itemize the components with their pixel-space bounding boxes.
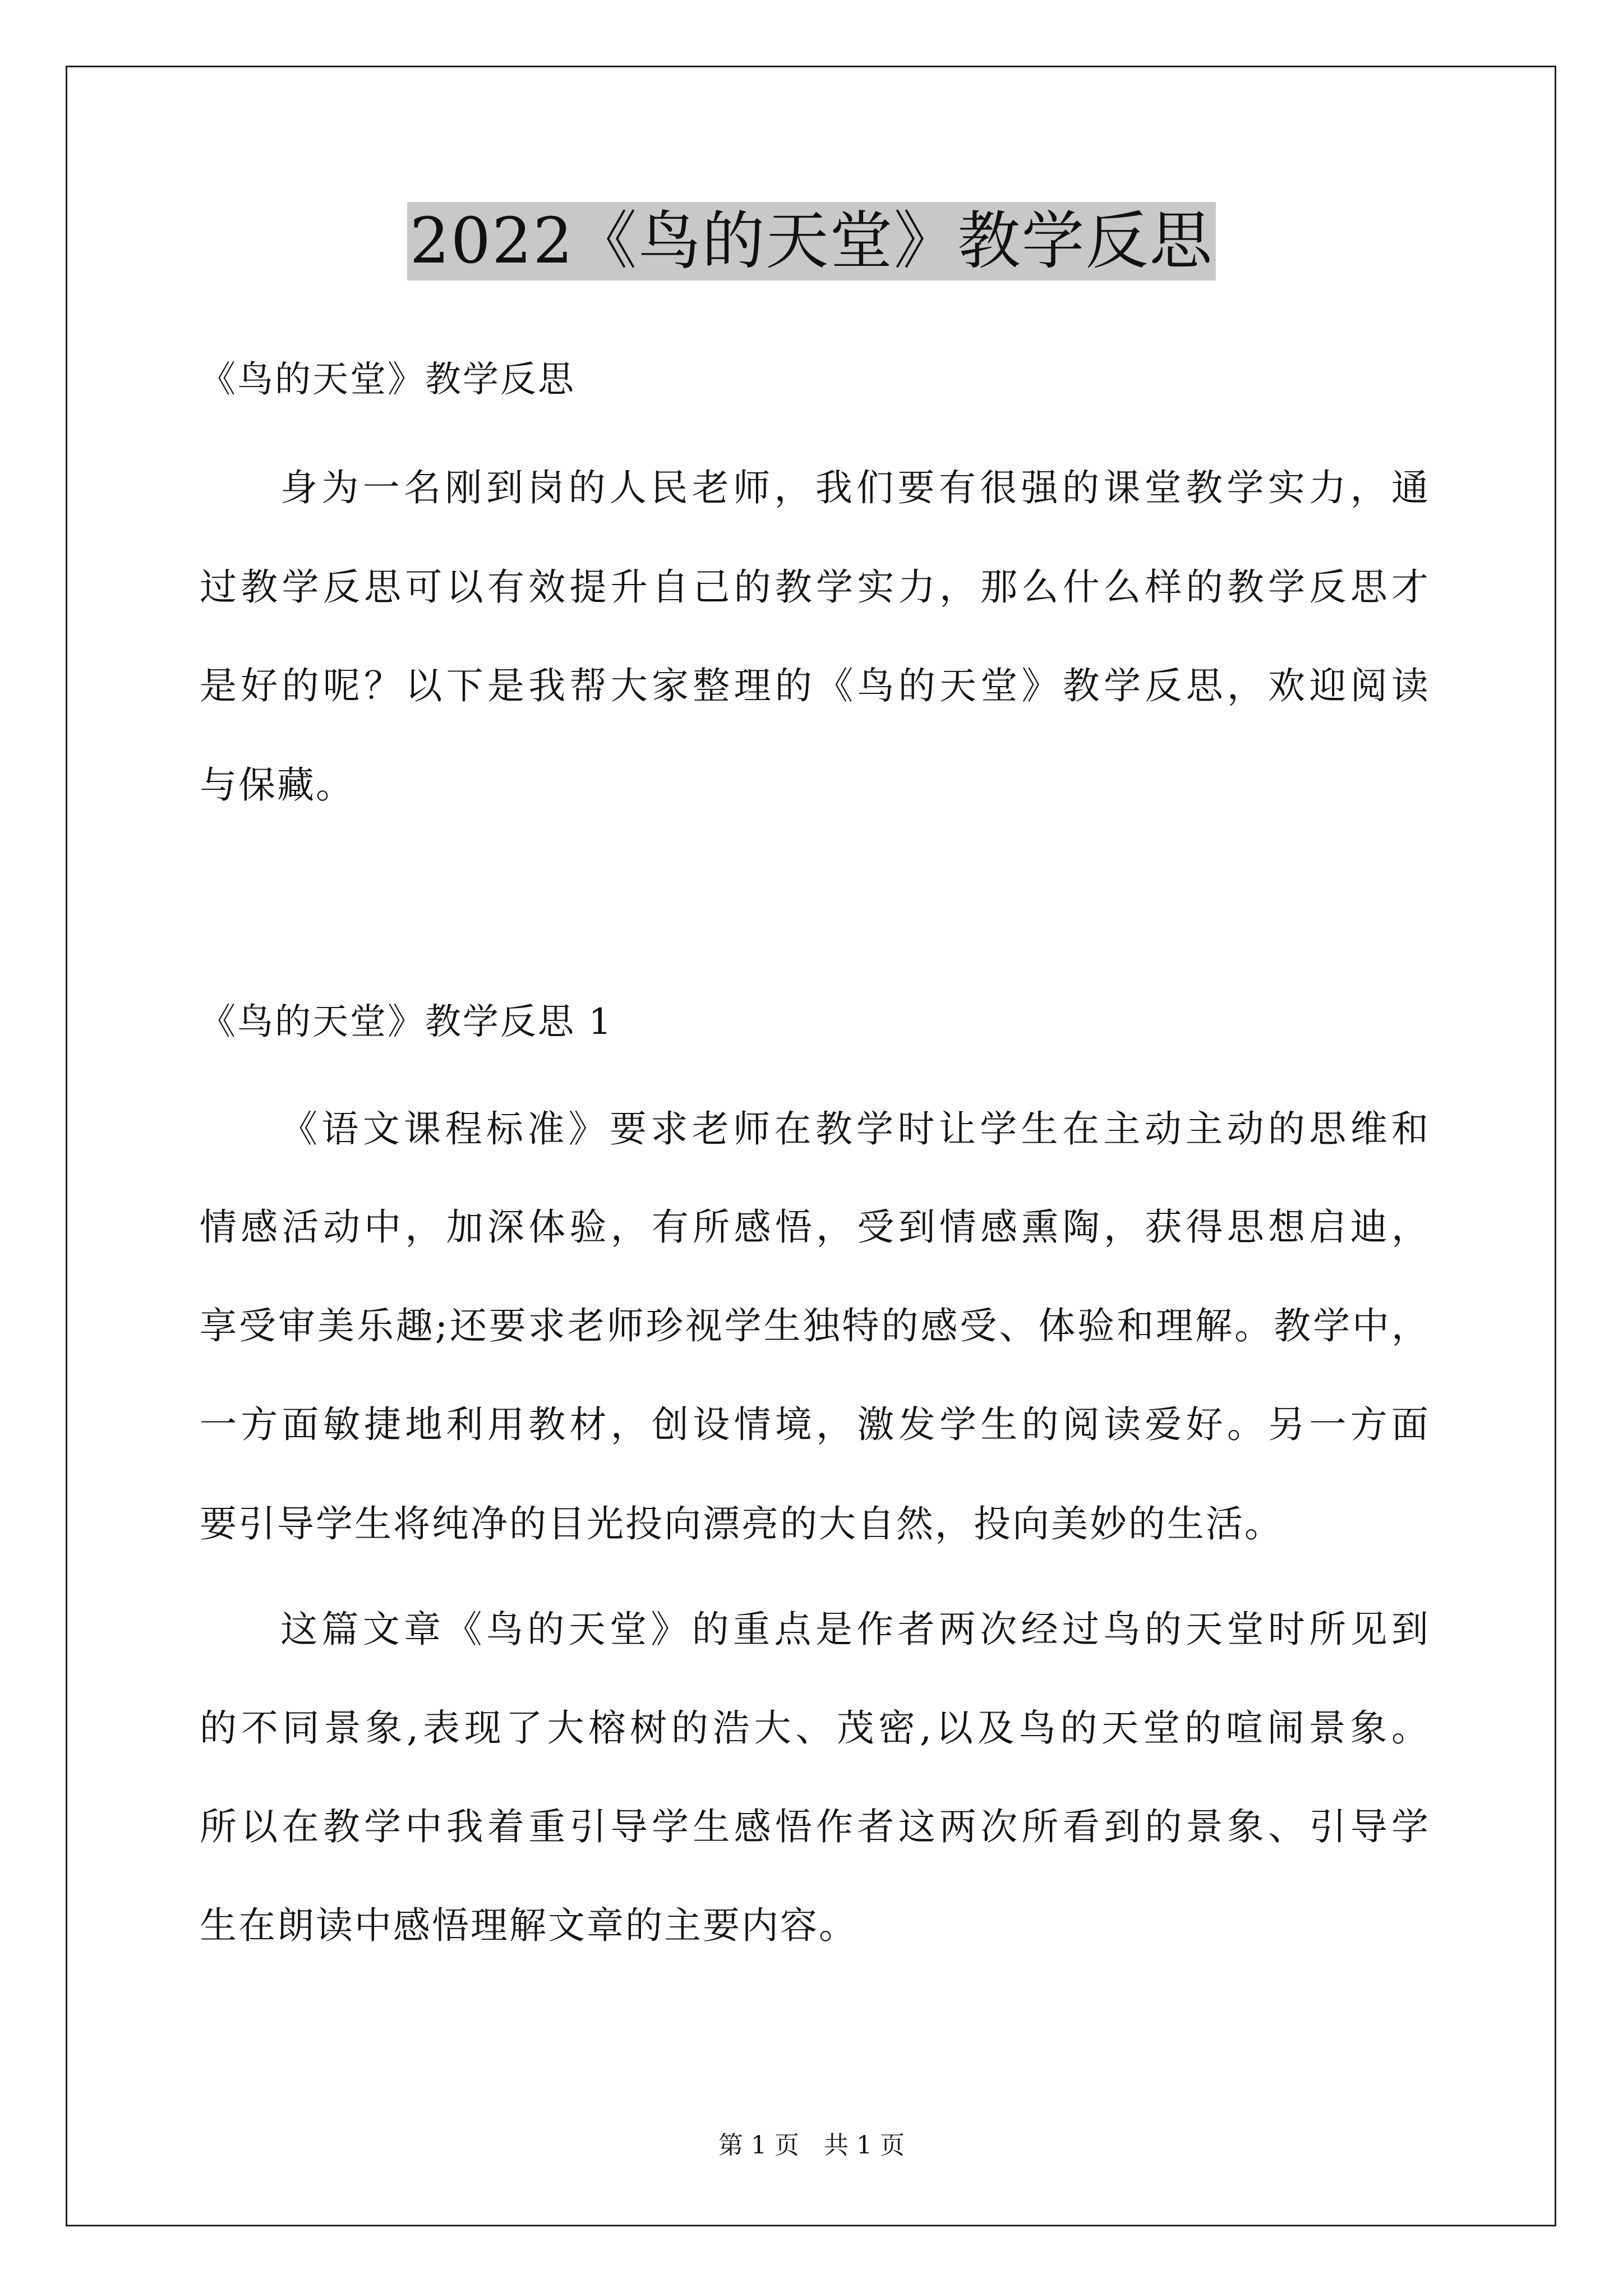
paragraph1-line-1: 《语文课程标准》要求老师在教学时让学生在主动主动的思维和 [280, 1107, 1430, 1151]
paragraph2-line-3: 所以在教学中我着重引导学生感悟作者这两次所看到的景象、引导学 [200, 1805, 1430, 1848]
section-heading: 《鸟的天堂》教学反思 1 [200, 1001, 614, 1043]
paragraph1-line-4: 一方面敏捷地利用教材，创设情境，激发学生的阅读爱好。另一方面 [200, 1403, 1430, 1446]
intro-line-2: 过教学反思可以有效提升自己的教学实力，那么什么样的教学反思才 [200, 565, 1430, 609]
paragraph2-line-1: 这篇文章《鸟的天堂》的重点是作者两次经过鸟的天堂时所见到 [280, 1608, 1430, 1651]
intro-line-3: 是好的呢？以下是我帮大家整理的《鸟的天堂》教学反思，欢迎阅读 [200, 664, 1430, 707]
document-title [0, 202, 1623, 280]
paragraph1-line-3: 享受审美乐趣;还要求老师珍视学生独特的感受、体验和理解。教学中， [200, 1304, 1430, 1347]
intro-line-1: 身为一名刚到岗的人民老师，我们要有很强的课堂教学实力，通 [280, 466, 1430, 509]
paragraph2-line-4: 生在朗读中感悟理解文章的主要内容。 [200, 1904, 857, 1947]
intro-line-4: 与保藏。 [200, 763, 354, 807]
paragraph2-line-2: 的不同景象,表现了大榕树的浩大、茂密,以及鸟的天堂的喧闹景象。 [200, 1706, 1430, 1750]
paragraph1-line-2: 情感活动中，加深体验，有所感悟，受到情感熏陶，获得思想启迪， [200, 1205, 1430, 1249]
document-title-text: 2022《鸟的天堂》教学反思 [407, 202, 1215, 280]
paragraph1-line-5: 要引导学生将纯净的目光投向漂亮的大自然，投向美妙的生活。 [200, 1502, 1283, 1545]
page-footer: 第 1 页 共 1 页 [718, 2131, 905, 2160]
intro-heading: 《鸟的天堂》教学反思 [200, 359, 575, 401]
